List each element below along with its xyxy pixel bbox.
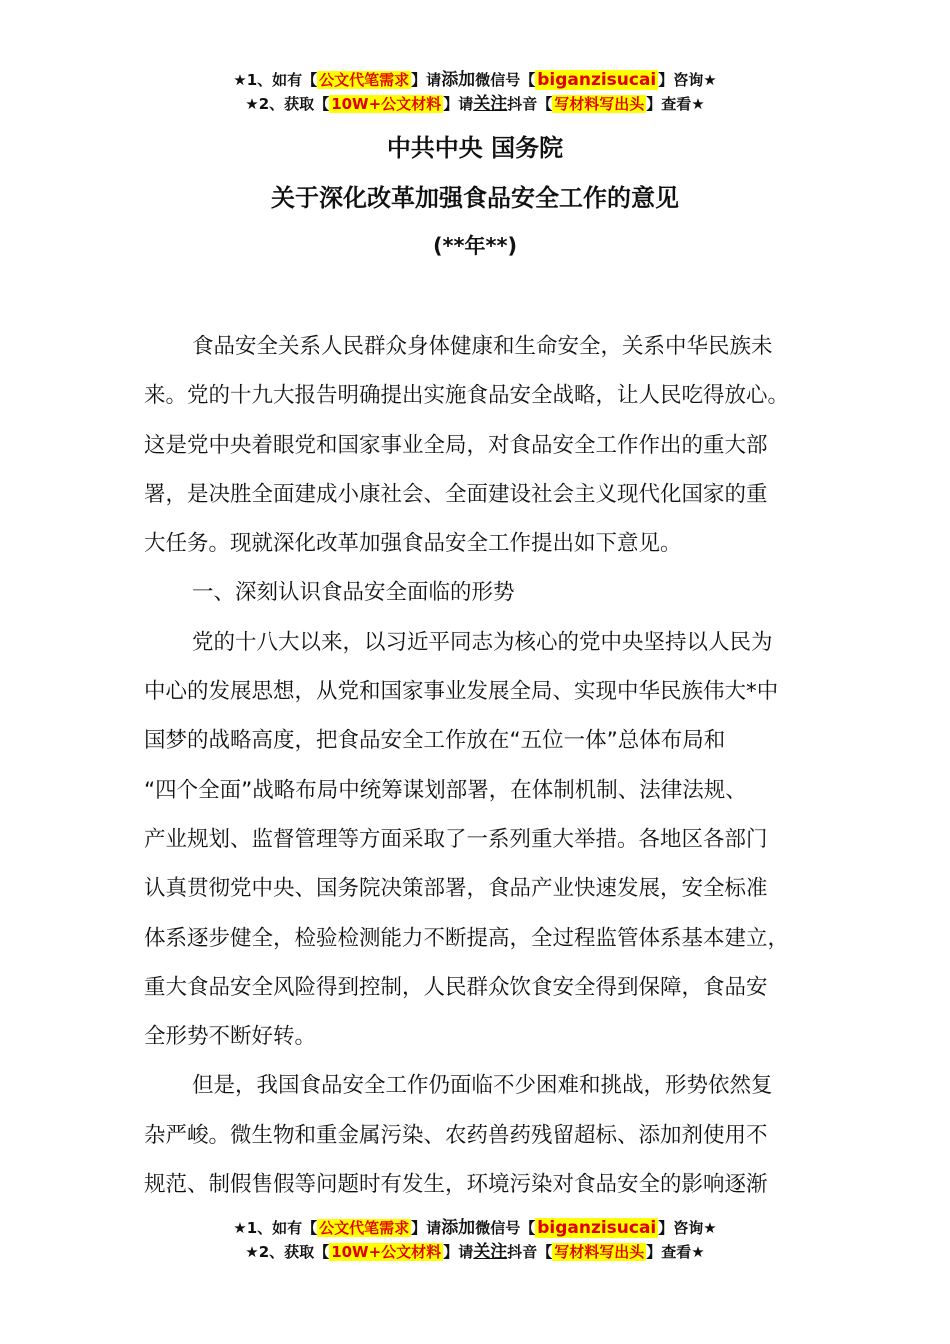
text-line: 全形势不断好转。 [144,1024,317,1050]
text-line: 党的十八大以来，以习近平同志为核心的党中央坚持以人民为 [192,629,773,655]
promo-line-1 [0,1216,950,1240]
promo-wechat-id: biganzisucai [537,70,657,90]
promo-emphasis: 添加 [441,70,476,90]
paragraph-1 [144,322,834,568]
text-line: 国梦的战略高度，把食品安全工作放在“五位一体”总体布局和 [144,728,726,754]
section-heading-1 [144,568,834,617]
promo-text: ★2、获取【 [245,95,330,113]
promo-text: 】查看★ [646,95,705,113]
text-line: 食品安全关系人民群众身体健康和生命安全，关系中华民族未 [192,334,773,359]
promo-douyin-id: 写材料写出头 [554,95,645,113]
text-line: 认真贯彻党中央、国务院决策部署，食品产业快速发展，安全标准 [144,876,768,902]
promo-line-1 [0,68,950,92]
promo-banner-top [0,68,950,116]
document-title-line-1: 中共中央 国务院 [386,134,564,162]
promo-emphasis: 关注 [473,94,508,114]
promo-highlight: 公文代笔需求 [319,71,410,89]
text-line: 重大食品安全风险得到控制，人民群众饮食安全得到保障，食品安 [144,974,768,1000]
promo-emphasis: 添加 [441,1218,476,1238]
text-line: 规范、制假售假等问题时有发生，环境污染对食品安全的影响逐渐 [144,1172,768,1198]
text-line: 署，是决胜全面建成小康社会、全面建设社会主义现代化国家的重 [144,481,768,507]
promo-highlight: 10W+公文材料 [331,95,442,113]
promo-text: ★1、如有【 [233,71,318,89]
promo-text: 】咨询★ [658,1219,717,1237]
promo-text: 】咨询★ [658,71,717,89]
document-date: (**年**) [432,234,518,258]
paragraph-3 [144,1061,834,1209]
promo-text: 微信号【 [475,71,536,89]
promo-text: 】请 [443,95,474,113]
promo-text: ★1、如有【 [233,1219,318,1237]
promo-text: 】请 [443,1243,474,1261]
text-line: 产业规划、监督管理等方面采取了一系列重大举措。各地区各部门 [144,826,768,852]
promo-text: ★2、获取【 [245,1243,330,1261]
promo-emphasis: 关注 [473,1242,508,1262]
promo-highlight: 10W+公文材料 [331,1243,442,1261]
text-line: 体系逐步健全，检验检测能力不断提高，全过程监管体系基本建立， [144,925,790,951]
text-line: “四个全面”战略布局中统筹谋划部署，在体制机制、法律法规、 [144,777,747,803]
promo-text: 微信号【 [475,1219,536,1237]
promo-wechat-id: biganzisucai [537,1218,657,1238]
text-line: 这是党中央着眼党和国家事业全局，对食品安全工作作出的重大部 [144,432,768,458]
promo-line-2 [0,92,950,116]
text-line: 杂严峻。微生物和重金属污染、农药兽药残留超标、添加剂使用不 [144,1122,768,1148]
text-line: 中心的发展思想，从党和国家事业发展全局、实现中华民族伟大*中 [144,679,779,705]
promo-text: 抖音【 [507,95,553,113]
promo-douyin-id: 写材料写出头 [554,1243,645,1261]
paragraph-2 [144,618,834,1062]
text-line: 来。党的十九大报告明确提出实施食品安全战略，让人民吃得放心。 [144,383,790,409]
document-body [144,322,834,1209]
section-heading-text: 一、深刻认识食品安全面临的形势 [192,580,515,606]
document-title-line-2: 关于深化改革加强食品安全工作的意见 [271,184,679,212]
promo-text: 抖音【 [507,1243,553,1261]
promo-text: 】查看★ [646,1243,705,1261]
promo-banner-bottom [0,1216,950,1264]
text-line: 大任务。现就深化改革加强食品安全工作提出如下意见。 [144,531,682,557]
promo-highlight: 公文代笔需求 [319,1219,410,1237]
promo-text: 】请 [411,71,442,89]
promo-line-2 [0,1240,950,1264]
text-line: 但是，我国食品安全工作仍面临不少困难和挑战，形势依然复 [192,1073,773,1099]
promo-text: 】请 [411,1219,442,1237]
